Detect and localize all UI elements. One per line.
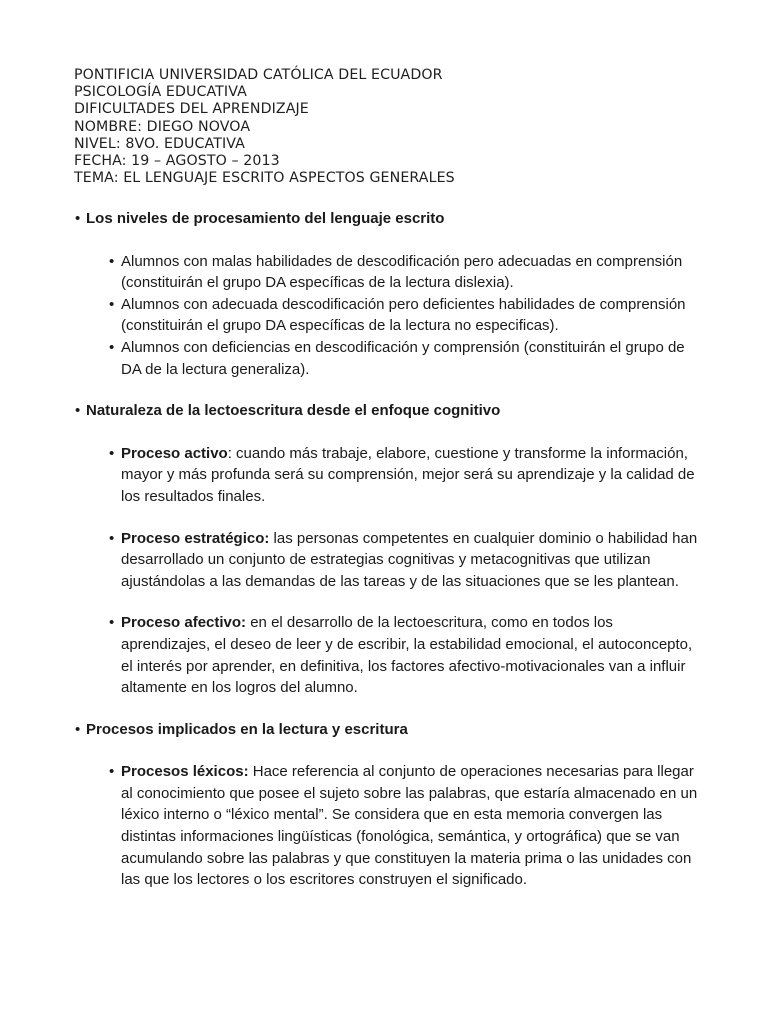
list-item [109,528,704,593]
header-level: NIVEL: 8VO. EDUCATIVA [74,135,245,152]
list-item [109,612,704,698]
section-processes [74,719,704,891]
item-label: Procesos léxicos: [121,763,249,781]
section-title-text: Naturaleza de la lectoescritura desde el enfoque cognitivo [86,402,501,420]
list-item [109,761,704,891]
list-item-text [121,443,704,508]
item-label: Proceso afectivo: [121,614,247,632]
bullet-icon: • [75,210,81,227]
bullet-icon: • [109,763,115,781]
section-title [75,719,704,741]
list-item-text: Alumnos con deficiencias en descodificación y comprensión (constituirán el grupo de DA de la lectura generaliza). [121,338,685,378]
section-title [75,208,704,230]
list-item [109,443,704,508]
section-items [86,251,704,381]
bullet-icon: • [109,338,115,356]
section-items [86,443,704,699]
bullet-icon: • [75,720,81,738]
list-item [109,337,704,380]
header-subject: DIFICULTADES DEL APRENDIZAJE [74,101,309,118]
section-items [86,761,704,891]
bullet-icon: • [75,402,81,420]
document-header [74,67,455,187]
section-title-text: Procesos implicados en la lectura y escritura [86,720,408,738]
document-body [74,208,704,891]
bullet-icon: • [109,614,115,632]
list-item-text: Alumnos con malas habilidades de descodificación pero adecuadas en comprensión (constituirán el grupo DA específicas de la lectura dislexia). [121,252,683,292]
bullet-icon: • [109,444,115,462]
list-item-text: Alumnos con adecuada descodificación pero deficientes habilidades de comprensión (constituirán el grupo DA específicas de la lectura no especificas). [121,295,686,335]
section-cognitive-nature [74,400,704,699]
list-item-text [121,761,704,891]
item-label: Proceso estratégico: [121,529,270,547]
header-faculty: PSICOLOGÍA EDUCATIVA [74,84,247,101]
item-body: en el desarrollo de la lectoescritura, como en todos los aprendizajes, el deseo de leer y de escribir, la estabilidad emocional, el autoconcepto, el interés por aprender, en definitiva, los factores afectivo-motivacionales van a influir altamente en los logros del alumno. [121,614,693,697]
bullet-icon: • [109,252,115,270]
list-item-text [121,612,704,698]
bullet-icon: • [109,529,115,547]
header-university: PONTIFICIA UNIVERSIDAD CATÓLICA DEL ECUADOR [74,67,443,83]
header-name: NOMBRE: DIEGO NOVOA [74,118,251,135]
list-item [109,294,704,337]
list-item [109,251,704,294]
item-body: las personas competentes en cualquier dominio o habilidad han desarrollado un conjunto de estrategias cognitivas y metacognitivas que utilizan ajustándolas a las demandas de las tareas y de las situaciones que se les plantean. [121,529,698,590]
item-label: Proceso activo [121,444,228,462]
list-item-text [121,528,704,593]
section-title-text: Los niveles de procesamiento del lenguaje escrito [86,210,445,227]
item-body: : cuando más trabaje, elabore, cuestione y transforme la información, mayor y más profunda será su comprensión, mejor será su aprendizaje y la calidad de los resultados finales. [121,444,695,505]
item-body: Hace referencia al conjunto de operaciones necesarias para llegar al conocimiento que posee el sujeto sobre las palabras, que estaría almacenado en un léxico interno o “léxico mental”. Se considera que en esta memoria convergen las distintas informaciones lingüísticas (fonológica, semántica, y ortográfica) que se van acumulando sobre las palabras y que constituyen la materia prima o las unidades con las que los lectores o los escritores construyen el significado. [121,763,698,889]
header-topic: TEMA: EL LENGUAJE ESCRITO ASPECTOS GENERALES [74,170,455,187]
section-processing-levels [74,208,704,380]
header-date: FECHA: 19 – AGOSTO – 2013 [74,153,280,170]
section-title [75,400,704,422]
bullet-icon: • [109,295,115,313]
